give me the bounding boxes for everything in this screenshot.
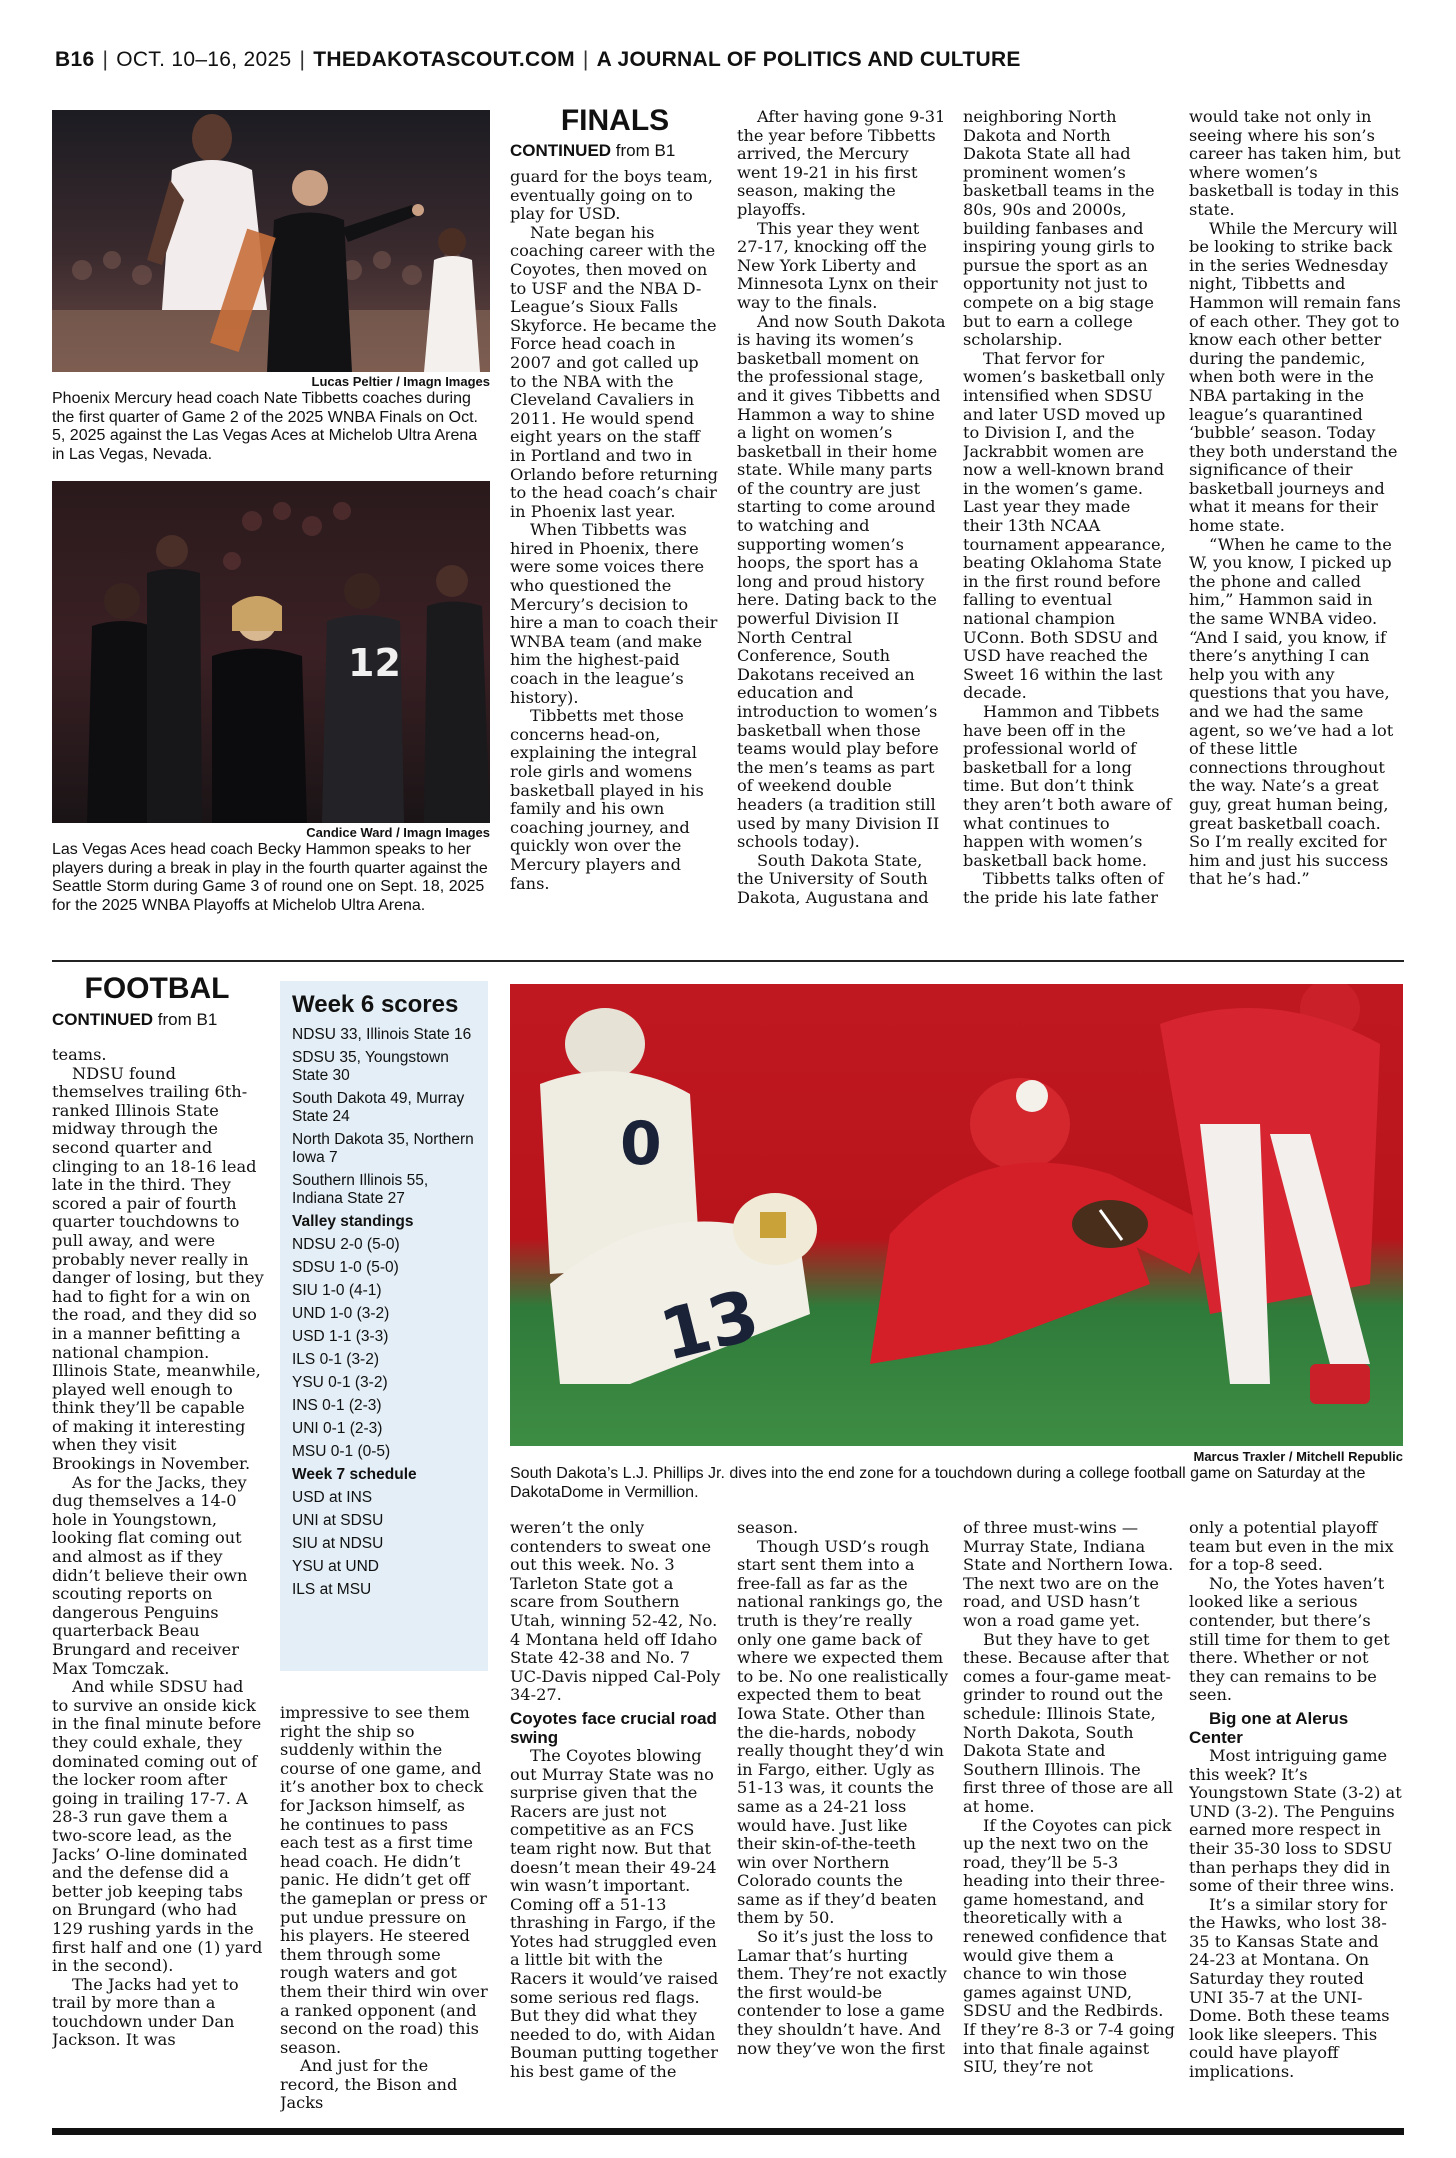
standing-row: UNI 0-1 (2-3) [292, 1420, 383, 1437]
paragraph: guard for the boys team, eventually going on to play for USD. [510, 168, 713, 224]
football-column-1 [52, 1046, 264, 2122]
photo-touchdown-credit: Marcus Traxler / Mitchell Republic [1193, 1449, 1403, 1464]
paragraph: The Coyotes blowing out Murray State was no surprise given that the Racers are just not competitive as an FCS team right now. But that doesn’t mean their 49-24 win wasn’t important. Coming off a 51-13 thrashing in Fargo, if the Yotes had struggled even a little bit with the Racers it would’ve raised some serious red flags. But they did what they needed to do, with Aidan Bouman putting together his best game of the [510, 1745, 719, 2082]
football-column-6 [1189, 1519, 1403, 2122]
paragraph: would take not only in seeing where his son’s career has taken him, but where women’s basketball is today in this state. [1189, 108, 1401, 219]
paragraph: When Tibbetts was hired in Phoenix, there were some voices there who questioned the Mercury’s decision to hire a man to coach their WNBA team (and make him the highest-paid coach in the league’s history). [510, 520, 718, 707]
site-url[interactable]: THEDAKOTASCOUT.COM [313, 48, 575, 71]
standing-row: USD 1-1 (3-3) [292, 1328, 389, 1345]
continued-from[interactable]: from B1 [157, 1010, 218, 1029]
paragraph: “When he came to the W, you know, I picked up the phone and called him,” Hammon said in the same WNBA video. “And I said, you know, if there’s anything I can help you with any questions that you have, and we had the same agent, so we’ve had a lot of these little connections throughout the way. Nate’s a great guy, great human being, great basketball coach. So I’m really excited for him and just his success that he’s had.” [1189, 534, 1394, 889]
photo-tibbetts [52, 110, 490, 372]
football-column-5 [963, 1519, 1175, 2122]
standing-row: NDSU 2-0 (5-0) [292, 1236, 400, 1253]
photo-hammon [52, 481, 490, 823]
paragraph: The Jacks had yet to trail by more than a touchdown under Dan Jackson. It was [52, 1974, 239, 2050]
paragraph: So it’s just the loss to Lamar that’s hurting them. They’re not exactly the first would-be contender to lose a game they shouldn’t have. And now they’ve won the first [737, 1927, 947, 2058]
football-column-3 [510, 1519, 722, 2122]
paragraph: Though USD’s rough start sent them into a free-fall as far as the national rankings go, the truth is they’re really only one game back of where we expected them to be. No one realistically expected them to beat Iowa State. Other than the die-hards, nobody really thought they’d win in Fargo, either. Ugly as 51-13 was, it counts the same as a 24-21 loss would have. Just like their skin-of-the-teeth win over Northern Colorado counts the same as if they’d beaten them by 50. [737, 1536, 949, 1928]
schedule-row: USD at INS [292, 1489, 373, 1506]
scores-title: Week 6 scores [292, 991, 459, 1018]
footer-bar [52, 2128, 1404, 2135]
photo-tibbetts-image [52, 110, 490, 372]
paragraph: But they have to get these. Because after that comes a four-game meat-grinder to round out the schedule: Illinois State, North Dakota, South Dakota State and Southern Illinois. The first three of those are all at home. [963, 1629, 1174, 1816]
football-continued [52, 1010, 262, 1030]
issue-date: OCT. 10–16, 2025 [116, 48, 292, 71]
finals-kicker: FINALS [560, 104, 670, 137]
schedule-row: UNI at SDSU [292, 1512, 384, 1529]
standing-row: MSU 0-1 (0-5) [292, 1443, 391, 1460]
svg-text:13: 13 [652, 1273, 767, 1377]
paragraph: Nate began his coaching career with the Coyotes, then moved on to USF and the NBA D-League’s Sioux Falls Skyforce. He became the Force head coach in 2007 and got called up to the NBA with the Cleveland Cavaliers in 2011. He would spend eight years on the staff in Portland and two in Orlando before returning to the head coach’s chair in Phoenix last year. [510, 222, 719, 521]
finals-continued [510, 141, 720, 161]
paragraph: And just for the record, the Bison and Jacks [280, 2056, 458, 2113]
photo-tibbetts-caption: Phoenix Mercury head coach Nate Tibbetts coaches during the first quarter of Game 2 of the 2025 WNBA Finals on Oct. 5, 2025 against the Las Vegas Aces at Michelob Ultra Arena in Las Vegas, Nevada. [52, 390, 478, 463]
photo-hammon-credit: Candice Ward / Imagn Images [306, 825, 490, 840]
paragraph: South Dakota State, the University of South Dakota, Augustana and [737, 850, 929, 907]
finals-column-1 [510, 168, 720, 938]
schedule-row: ILS at MSU [292, 1581, 372, 1598]
paragraph: Tibbetts talks often of the pride his late father [963, 869, 1164, 907]
section-divider [52, 960, 1404, 962]
paragraph: No, the Yotes haven’t looked like a serious contender, but there’s still time for them to get there. Whether or not they can remains to be seen. [1189, 1573, 1390, 1705]
standings-title: Valley standings [292, 1213, 414, 1230]
football-column-4 [737, 1519, 949, 2122]
photo-touchdown-image [510, 984, 1403, 1446]
continued-label: CONTINUED [52, 1010, 154, 1029]
score-result: SDSU 35, Youngstown State 30 [292, 1049, 449, 1084]
schedule-row: SIU at NDSU [292, 1535, 384, 1552]
photo-touchdown-caption: South Dakota’s L.J. Phillips Jr. dives into the end zone for a touchdown during a college football game on Saturday at the DakotaDome in Vermillion. [510, 1465, 1366, 1501]
football-kicker: FOOTBAL [84, 972, 230, 1005]
finals-column-2 [737, 108, 947, 938]
paragraph: And while SDSU had to survive an onside kick in the final minute before they could exhale, they dominated coming out of the locker room after going in trailing 17-7. A 28-3 run gave them a two-score lead, as the Jacks’ O-line dominated and the defense did a better job keeping tabs on Brungard (who had 129 rushing yards in the first half and one (1) yard in the second). [52, 1677, 263, 1976]
score-result: North Dakota 35, Northern Iowa 7 [292, 1131, 474, 1166]
paragraph: While the Mercury will be looking to strike back in the series Wednesday night, Tibbetts and Hammon will remain fans of each other. They got to know each other better during the pandemic, when both were in the NBA partaking in the league’s quarantined ‘bubble’ season. Today they both understand the significance of their basketball journeys and what it means for their home state. [1189, 218, 1401, 536]
photo-touchdown [510, 984, 1403, 1446]
paragraph: season. [737, 1519, 799, 1537]
paragraph: teams. [52, 1046, 107, 1064]
page-number: B16 [55, 48, 95, 71]
standing-row: SDSU 1-0 (5-0) [292, 1259, 399, 1276]
svg-text:12: 12 [348, 641, 401, 685]
standing-row: ILS 0-1 (3-2) [292, 1351, 380, 1368]
subhead-coyotes: Coyotes face crucial road swing [510, 1708, 717, 1747]
paragraph: It’s a similar story for the Hawks, who lost 38-35 to Kansas State and 24-23 at Montana. On Saturday they routed UNI 35-7 at the UNI-Dome. Both these teams look like sleepers. This could have playoff implications. [1189, 1894, 1390, 2082]
standing-row: INS 0-1 (2-3) [292, 1397, 382, 1414]
paragraph: NDSU found themselves trailing 6th-ranked Illinois State midway through the second quarter and clinging to an 18-16 lead late in the third. They scored a pair of fourth quarter touchdowns to pull away, and were probably never really in danger of losing, but they had to fight for a win on the road, and they did so in a manner befitting a national champion. Illinois State, meanwhile, played well enough to think they’ll be capable of making it interesting when they visit Brookings in November. [52, 1063, 264, 1474]
schedule-title: Week 7 schedule [292, 1466, 417, 1483]
paragraph: weren’t the only contenders to sweat one out this week. No. 3 Tarleton State got a scare from Southern Utah, winning 52-42, No. 4 Montana held off Idaho State 42-38 and No. 7 UC-Davis nipped Cal-Poly 34-27. [510, 1519, 721, 1705]
paragraph: only a potential playoff team but even in the mix for a top-8 seed. [1189, 1519, 1394, 1575]
week-6-scores-box [280, 981, 488, 1671]
paragraph: of three must-wins — Murray State, Indiana State and Northern Iowa. The next two are on the road, and USD hasn’t won a road game yet. [963, 1519, 1174, 1630]
photo-hammon-caption: Las Vegas Aces head coach Becky Hammon speaks to her players during a break in play in the fourth quarter against the Seattle Storm during Game 3 of round one on Sept. 18, 2025 for the 2025 WNBA Playoffs at Michelob Ultra Arena. [52, 841, 488, 914]
standing-row: SIU 1-0 (4-1) [292, 1282, 382, 1299]
subhead-alerus: Big one at Alerus Center [1189, 1708, 1349, 1747]
score-result: NDSU 33, Illinois State 16 [292, 1026, 472, 1043]
paragraph: Most intriguing game this week? It’s Youngstown State (3-2) at UND (3-2). The Penguins earned more respect in their 35-30 loss to SDSU than perhaps they did in some of their three wins. [1189, 1745, 1402, 1896]
tagline: A JOURNAL OF POLITICS AND CULTURE [596, 48, 1021, 71]
paragraph: Tibbetts met those concerns head-on, explaining the integral role girls and womens basketball played in his family and his own coaching journey, and quickly won over the Mercury players and fans. [510, 706, 704, 893]
continued-from[interactable]: from B1 [615, 141, 676, 160]
score-result: South Dakota 49, Murray State 24 [292, 1090, 465, 1125]
page-header: B16 | OCT. 10–16, 2025 | THEDAKOTASCOUT.COM | A JOURNAL OF POLITICS AND CULTURE [55, 48, 1021, 71]
paragraph: This year they went 27-17, knocking off the New York Liberty and Minnesota Lynx on their way to the finals. [737, 218, 938, 312]
paragraph: neighboring North Dakota and North Dakota State all had prominent women’s basketball teams in the 80s, 90s and 2000s, building fanbases and inspiring young girls to pursue the sport as an opportunity not just to compete on a big stage but to earn a college scholarship. [963, 108, 1155, 350]
paragraph: That fervor for women’s basketball only intensified when SDSU and later USD moved up to Division I, and the Jackrabbit women are now a well-known brand in the women’s game. Last year they made their 13th NCAA tournament appearance, beating Oklahoma State in the first round before falling to eventual national champion UConn. Both SDSU and USD have reached the Sweet 16 within the last decade. [963, 348, 1166, 703]
paragraph: As for the Jacks, they dug themselves a 14-0 hole in Youngstown, looking flat coming out and almost as if they didn’t believe their own scouting reports on dangerous Penguins quarterback Beau Brungard and receiver Max Tomczak. [52, 1472, 248, 1678]
continued-label: CONTINUED [510, 141, 612, 160]
standing-row: YSU 0-1 (3-2) [292, 1374, 388, 1391]
paragraph: After having gone 9-31 the year before Tibbetts arrived, the Mercury went 19-21 in his first season, making the playoffs. [737, 108, 946, 219]
paragraph: If the Coyotes can pick up the next two on the road, they’ll be 5-3 heading into their three-game homestand, and theoretically with a renewed confidence that would give them a chance to win those games against UND, SDSU and the Redbirds. If they’re 8-3 or 7-4 going into that finale against SIU, they’re not [963, 1815, 1175, 2077]
schedule-row: YSU at UND [292, 1558, 379, 1575]
photo-tibbetts-credit: Lucas Peltier / Imagn Images [311, 374, 490, 389]
finals-column-4 [1189, 108, 1401, 938]
standing-row: UND 1-0 (3-2) [292, 1305, 390, 1322]
svg-text:0: 0 [620, 1109, 662, 1179]
paragraph: impressive to see them right the ship so suddenly within the course of one game, and it’s another box to check for Jackson himself, as he continues to pass each test as a first time head coach. He didn’t panic. He didn’t get off the gameplan or press or put undue pressure on his players. He steered them through some rough waters and got them their third win over a ranked opponent (and second on the road) this season. [280, 1704, 488, 2057]
photo-hammon-image [52, 481, 490, 823]
paragraph: And now South Dakota is having its women’s basketball moment on the professional stage, and it gives Tibbetts and Hammon a way to shine a light on women’s basketball in their home state. While many parts of the country are just starting to come around to watching and supporting women’s hoops, the sport has a long and proud history here. Dating back to the powerful Division II North Central Conference, South Dakotans received an education and introduction to women’s basketball when those teams would play before the men’s teams as part of weekend double headers (a tradition still used by many Division II schools today). [737, 311, 946, 852]
football-column-2 [280, 1704, 490, 2122]
finals-column-3 [963, 108, 1173, 938]
paragraph: Hammon and Tibbets have been off in the professional world of basketball for a long time. But don’t think they aren’t both aware of what continues to happen with women’s basketball back home. [963, 702, 1172, 870]
score-result: Southern Illinois 55, Indiana State 27 [292, 1172, 429, 1207]
